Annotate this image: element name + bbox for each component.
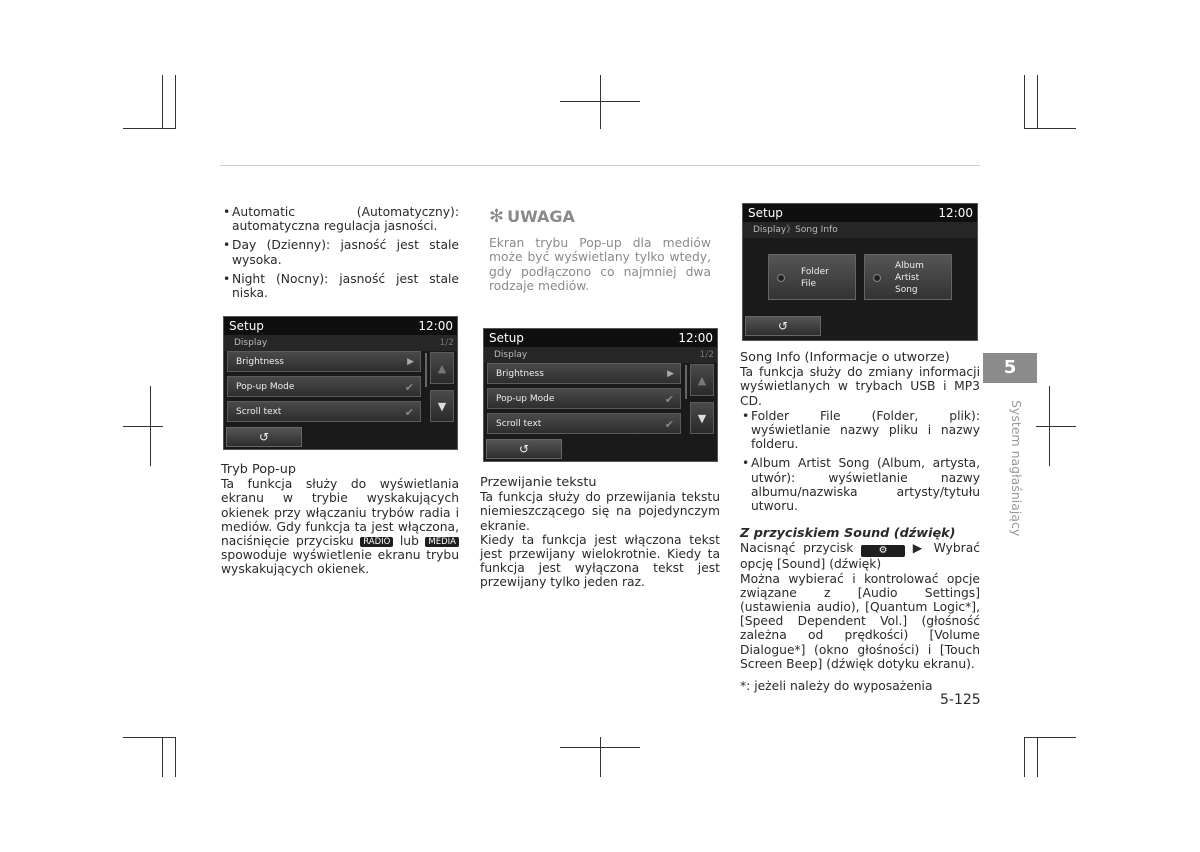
scroll-down-button[interactable] bbox=[430, 390, 454, 422]
play-arrow-icon: ▶ bbox=[667, 369, 674, 379]
gear-icon: ⚙ bbox=[861, 545, 905, 557]
section-text: Nacisnąć przycisk ⚙ ▶ Wybrać opcję [Sound] (dźwięk) bbox=[740, 541, 980, 572]
note-section bbox=[489, 206, 711, 293]
brightness-options-list bbox=[221, 205, 459, 300]
note-text: Ekran trybu Pop-up dla mediów może być wyświetlany tylko wtedy, gdy podłączono co najmniej dwa rodzaje mediów. bbox=[489, 236, 711, 293]
screen-clock: 12:00 bbox=[418, 319, 453, 333]
menu-row-scroll-text[interactable] bbox=[227, 401, 421, 422]
back-button[interactable] bbox=[745, 316, 821, 336]
checkmark-icon: ✔ bbox=[404, 406, 414, 419]
scroll-up-button[interactable] bbox=[430, 352, 454, 384]
menu-row-brightness[interactable] bbox=[227, 351, 421, 372]
left-column bbox=[221, 205, 459, 305]
crop-mark bbox=[123, 426, 163, 427]
screen-subtitle-bar bbox=[743, 222, 977, 238]
screen-title: Setup bbox=[748, 206, 783, 220]
menu-row-popup-mode[interactable] bbox=[227, 376, 421, 397]
song-info-screen bbox=[742, 203, 978, 341]
chapter-title: System nagłaśniający bbox=[1009, 400, 1024, 537]
down-arrow-icon: ▼ bbox=[697, 412, 707, 425]
section-text: Ta funkcja służy do przewijania tekstu niemieszczącego się na pojedynczym ekranie. bbox=[480, 490, 720, 533]
screen-subtitle-bar bbox=[484, 347, 717, 363]
play-arrow-icon: ▶ bbox=[407, 357, 414, 367]
back-arrow-icon: ↺ bbox=[518, 442, 530, 456]
radio-icon bbox=[873, 274, 881, 282]
display-settings-screen bbox=[483, 328, 718, 462]
crop-mark bbox=[560, 747, 640, 748]
menu-row-label: Scroll text bbox=[236, 407, 282, 417]
section-text: Ta funkcja służy do wyświetlania ekranu w trybie wyskakujących okienek przy włączaniu trybów radia i mediów. Gdy funkcja ta jest włączona, naciśnięcie przycisku RADIO lub MEDIA spowoduje wyświetlenie ekranu trybu wyskakujących okienek. bbox=[221, 477, 459, 577]
crop-mark bbox=[1024, 737, 1025, 777]
screen-clock: 12:00 bbox=[678, 331, 713, 345]
display-settings-screen bbox=[223, 316, 458, 450]
screen-clock: 12:00 bbox=[938, 206, 973, 220]
section-heading: Song Info (Informacje o utworze) bbox=[740, 350, 950, 365]
crop-mark bbox=[175, 737, 176, 777]
option-label: Album Artist Song bbox=[895, 261, 924, 295]
back-arrow-icon: ↺ bbox=[777, 319, 789, 333]
screen-page-indicator: 1/2 bbox=[699, 350, 714, 360]
down-arrow-icon: ▼ bbox=[437, 400, 447, 413]
scroll-up-button[interactable] bbox=[690, 364, 714, 396]
crop-mark bbox=[1037, 737, 1038, 777]
chapter-number-tab: 5 bbox=[983, 353, 1037, 383]
screen-subtitle-bar bbox=[224, 335, 457, 351]
up-arrow-icon: ▲ bbox=[697, 374, 707, 387]
radio-icon bbox=[777, 274, 785, 282]
back-button[interactable] bbox=[226, 427, 302, 447]
list-item: • Night (Nocny): jasność jest stale niska. bbox=[221, 272, 459, 300]
checkmark-icon: ✔ bbox=[404, 381, 414, 394]
list-item: • Folder File (Folder, plik): wyświetlanie nazwy pliku i nazwy folderu. bbox=[740, 409, 980, 452]
crop-mark bbox=[162, 75, 163, 129]
option-folder-file-button[interactable] bbox=[768, 254, 856, 300]
menu-row-brightness[interactable] bbox=[487, 363, 681, 384]
back-arrow-icon: ↺ bbox=[258, 430, 270, 444]
back-button[interactable] bbox=[486, 439, 562, 459]
menu-row-label: Brightness bbox=[496, 369, 544, 379]
crop-mark bbox=[560, 101, 640, 102]
scrollbar[interactable] bbox=[425, 353, 427, 387]
crop-mark bbox=[1024, 75, 1025, 129]
option-album-artist-song-button[interactable] bbox=[864, 254, 952, 300]
menu-row-popup-mode[interactable] bbox=[487, 388, 681, 409]
menu-row-label: Pop-up Mode bbox=[236, 382, 295, 392]
menu-row-scroll-text[interactable] bbox=[487, 413, 681, 434]
option-label: Folder File bbox=[801, 267, 829, 289]
section-heading: Tryb Pop-up bbox=[221, 462, 297, 477]
header-rule bbox=[220, 165, 980, 166]
scroll-down-button[interactable] bbox=[690, 402, 714, 434]
song-info-options-list bbox=[740, 409, 980, 513]
crop-mark bbox=[123, 737, 175, 738]
footnote: *: jeżeli należy do wyposażenia bbox=[740, 679, 933, 694]
menu-row-label: Pop-up Mode bbox=[496, 394, 555, 404]
screen-subtitle: Display bbox=[494, 350, 528, 360]
crop-mark bbox=[1024, 128, 1076, 129]
screen-subtitle: Display bbox=[234, 338, 268, 348]
screen-title-bar bbox=[224, 317, 457, 335]
page-number: 5-125 bbox=[940, 692, 981, 708]
crop-mark bbox=[123, 128, 175, 129]
screen-page-indicator: 1/2 bbox=[439, 338, 454, 348]
list-item: • Automatic (Automatyczny): automatyczna regulacja jasności. bbox=[221, 205, 459, 233]
section-heading: Przewijanie tekstu bbox=[480, 475, 597, 490]
note-title: ✻ UWAGA bbox=[489, 206, 575, 227]
asterisk-icon: ✻ bbox=[489, 206, 505, 227]
radio-button-badge: RADIO bbox=[360, 537, 393, 547]
checkmark-icon: ✔ bbox=[664, 418, 674, 431]
crop-mark bbox=[600, 75, 601, 129]
song-info-section bbox=[740, 351, 980, 693]
menu-row-label: Brightness bbox=[236, 357, 284, 367]
section-text: Ta funkcja służy do zmiany informacji wyświetlanych w trybach USB i MP3 CD. bbox=[740, 365, 980, 408]
scrollbar[interactable] bbox=[685, 365, 687, 399]
crop-mark bbox=[1036, 426, 1076, 427]
screen-title-bar bbox=[484, 329, 717, 347]
list-item: • Album Artist Song (Album, artysta, utwór): wyświetlanie nazwy albumu/nazwiska artysty/tytułu utworu. bbox=[740, 456, 980, 513]
crop-mark bbox=[1024, 737, 1076, 738]
screen-title-bar bbox=[743, 204, 977, 222]
section-text: Kiedy ta funkcja jest włączona tekst jest przewijany wielokrotnie. Kiedy ta funkcja jest wyłączona tekst jest przewijany tylko jeden raz. bbox=[480, 532, 720, 590]
screen-breadcrumb: Display》Song Info bbox=[753, 225, 838, 235]
crop-mark bbox=[600, 737, 601, 777]
play-arrow-icon: ▶ bbox=[912, 541, 926, 556]
list-item: • Day (Dzienny): jasność jest stale wysoka. bbox=[221, 238, 459, 266]
up-arrow-icon: ▲ bbox=[437, 362, 447, 375]
menu-row-label: Scroll text bbox=[496, 419, 542, 429]
popup-mode-section bbox=[221, 463, 459, 577]
screen-title: Setup bbox=[489, 331, 524, 345]
sound-section-heading: Z przyciskiem Sound (dźwięk) bbox=[740, 526, 956, 542]
crop-mark bbox=[162, 737, 163, 777]
section-text: Można wybierać i kontrolować opcje związane z [Audio Settings] (ustawienia audio), [Quantum Logic*], [Speed Dependent Vol.] (głośność zależna od prędkości) [Volume Dialogue*] (okno głośności) i [Touch Screen Beep] (dźwięk dotyku ekranu). bbox=[740, 571, 980, 671]
scroll-text-section bbox=[480, 476, 720, 590]
screen-title: Setup bbox=[229, 319, 264, 333]
crop-mark bbox=[175, 75, 176, 129]
media-button-badge: MEDIA bbox=[425, 537, 459, 547]
checkmark-icon: ✔ bbox=[664, 393, 674, 406]
crop-mark bbox=[1037, 75, 1038, 129]
